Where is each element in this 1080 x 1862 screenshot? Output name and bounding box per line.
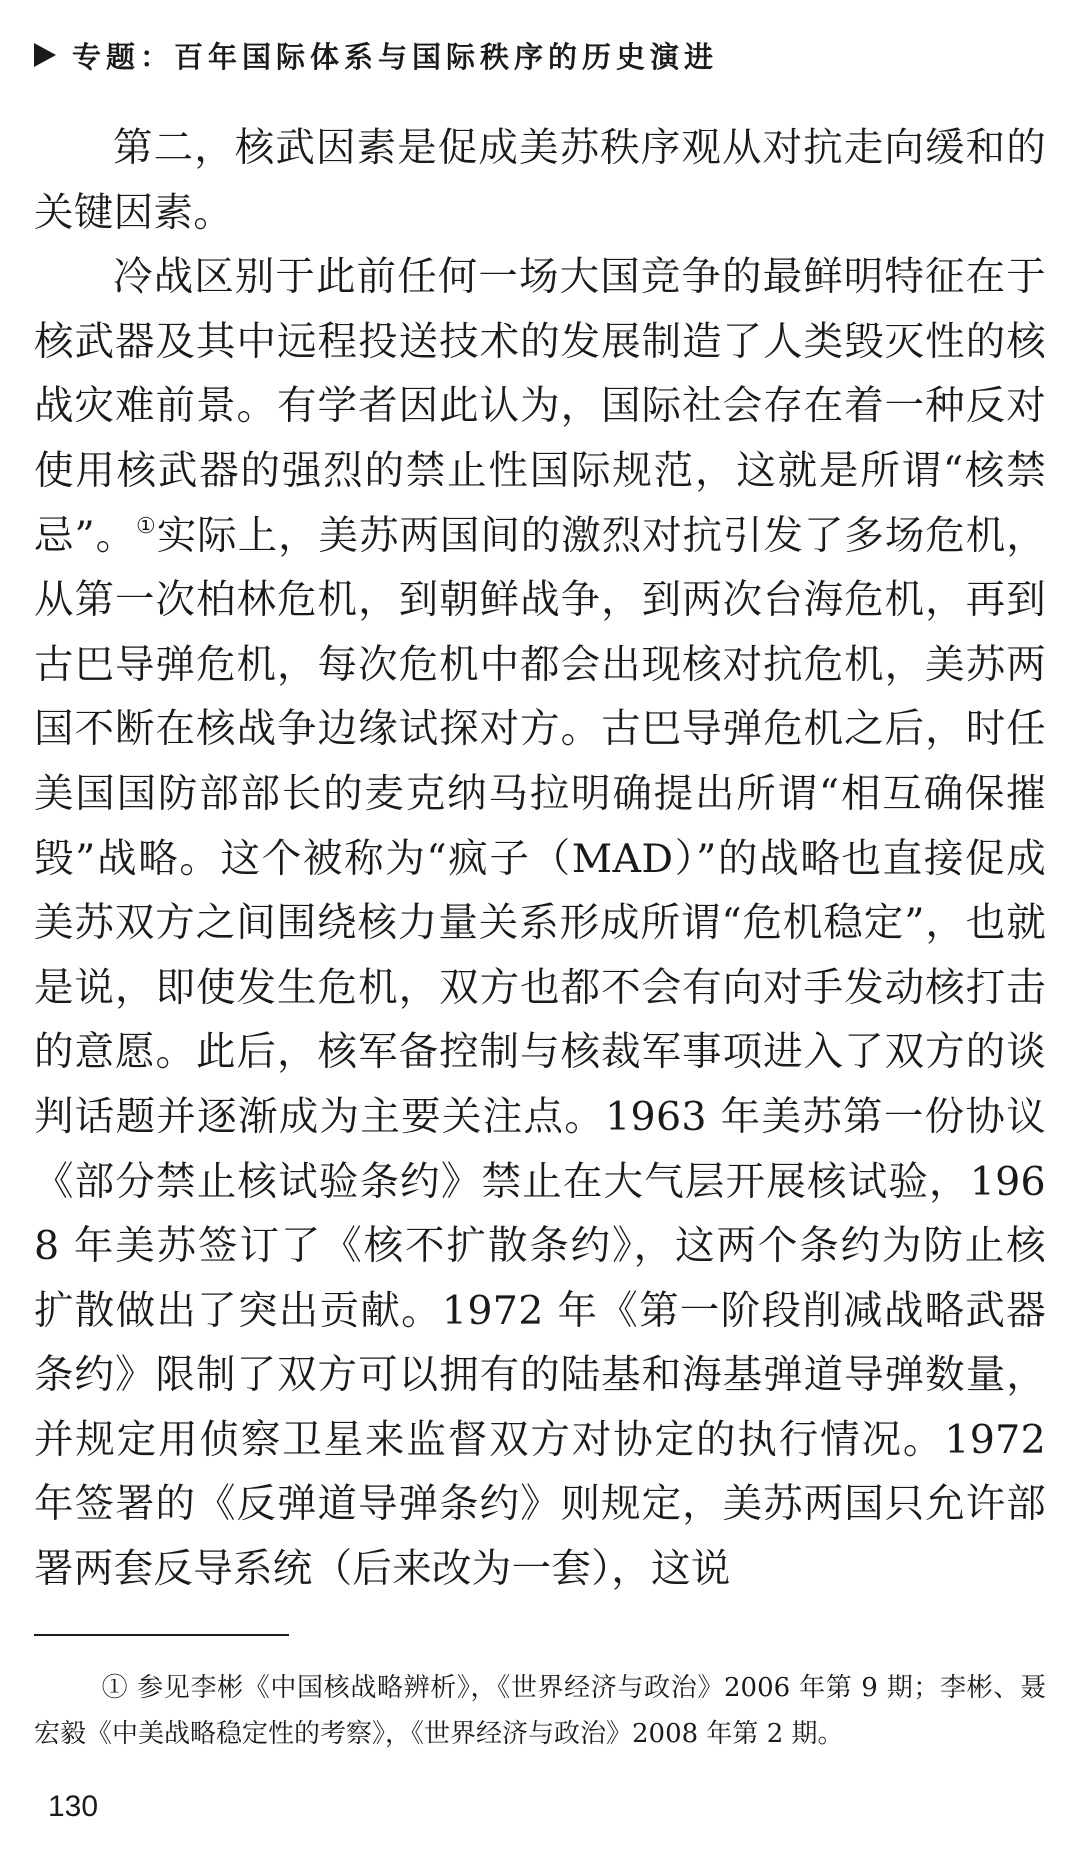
- footnote: ① 参见李彬《中国核战略辨析》，《世界经济与政治》2006 年第 9 期；李彬、聂宏毅《中美战略稳定性的考察》，《世界经济与政治》2008 年第 2 期。: [34, 1673, 1046, 1749]
- paragraph-text: 冷战区别于此前任何一场大国竞争的最鲜明特征在于核武器及其中远程投送技术的发展制造了人类毁灭性的核战灾难前景。有学者因此认为，国际社会存在着一种反对使用核武器的强烈的禁止性国际规范，这就是所谓“核禁忌”。: [34, 254, 1046, 559]
- header-title: 专题：百年国际体系与国际秩序的历史演进: [72, 39, 719, 74]
- triangle-marker-icon: [34, 43, 56, 67]
- paragraph: [34, 245, 1046, 1601]
- paragraph-text: 第二，核武因素是促成美苏秩序观从对抗走向缓和的关键因素。: [34, 125, 1046, 236]
- footnote-divider: [34, 1634, 289, 1636]
- paragraph-text: 实际上，美苏两国间的激烈对抗引发了多场危机，从第一次柏林危机，到朝鲜战争，到两次台海危机，再到古巴导弹危机，每次危机中都会出现核对抗危机，美苏两国不断在核战争边缘试探对方。古巴导弹危机之后，时任美国国防部部长的麦克纳马拉明确提出所谓“相互确保摧毁”战略。这个被称为“疯子（MAD）”的战略也直接促成美苏双方之间围绕核力量关系形成所谓“危机稳定”，也就是说，即使发生危机，双方也都不会有向对手发动核打击的意愿。此后，核军备控制与核裁军事项进入了双方的谈判话题并逐渐成为主要关注点。1963 年美苏第一份协议《部分禁止核试验条约》禁止在大气层开展核试验，1968 年美苏签订了《核不扩散条约》，这两个条约为防止核扩散做出了突出贡献。1972 年《第一阶段削减战略武器条约》限制了双方可以拥有的陆基和海基弹道导弹数量，并规定用侦察卫星来监督双方对协定的执行情况。1972 年签署的《反弹道导弹条约》则规定，美苏两国只允许部署两套反导系统（后来改为一套），这说: [34, 512, 1046, 1593]
- body-text: [34, 116, 1046, 1602]
- running-header: [34, 30, 1044, 80]
- page-number: 130: [48, 1790, 99, 1823]
- paragraph: [34, 116, 1046, 245]
- footnote-reference: ①: [136, 513, 157, 539]
